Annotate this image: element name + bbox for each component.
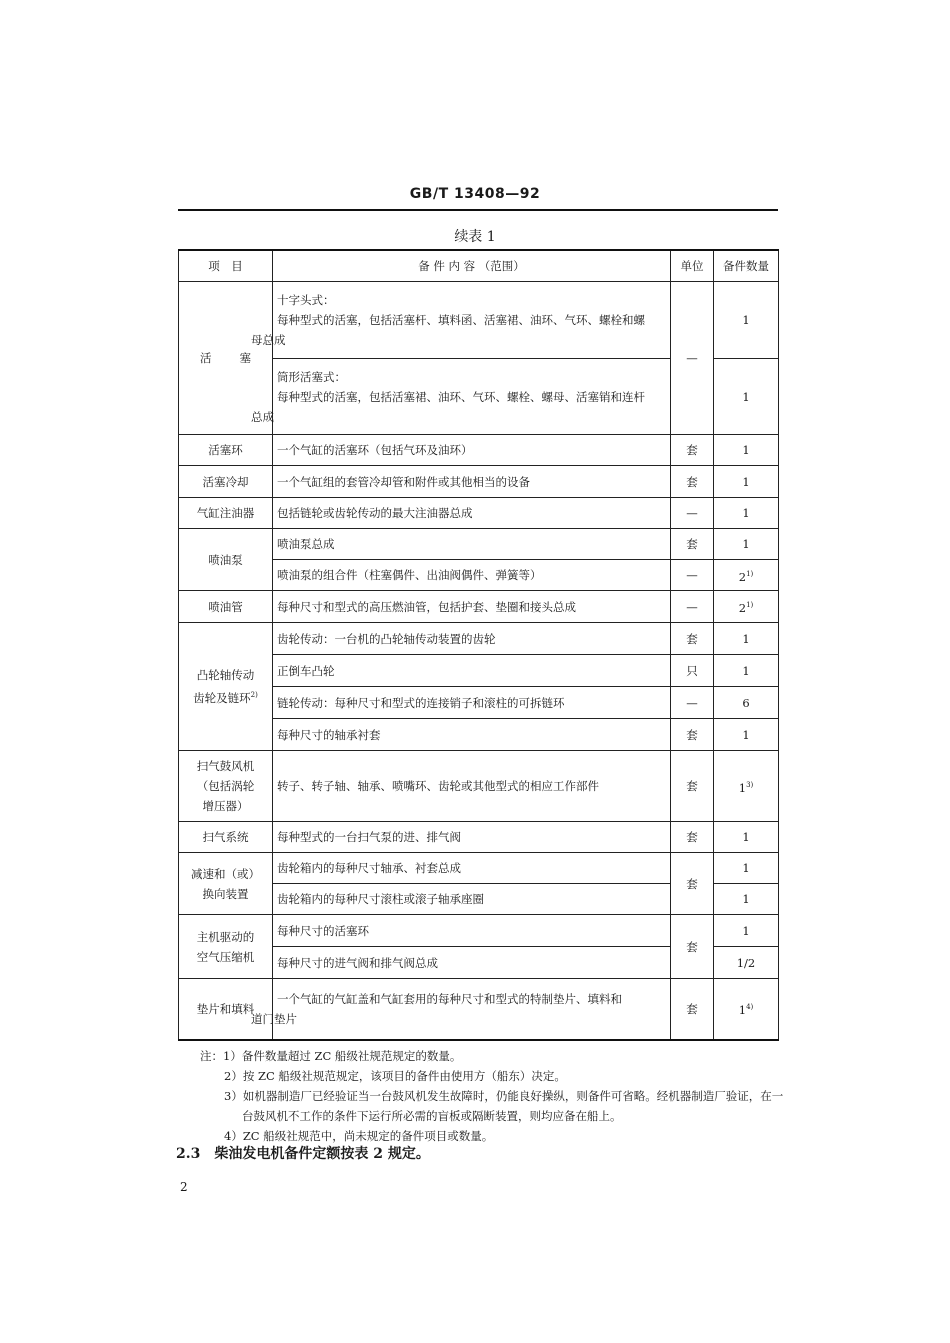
content-piston-trunk xyxy=(251,359,671,435)
content-line: 筒形活塞式： xyxy=(277,369,346,384)
note-2: 2）按 ZC 船级社规范规定，该项目的备件由使用方（船东）决定。 xyxy=(224,1069,566,1083)
content-gearbox-bearing: 齿轮箱内的每种尺寸轴承、衬套总成 xyxy=(273,853,671,884)
unit-piston-ring: 套 xyxy=(671,435,714,466)
table-row xyxy=(179,498,779,529)
item-line: 扫气鼓风机 xyxy=(196,759,255,773)
unit-injection-pump-assembly: 套 xyxy=(671,529,714,560)
content-piston-crosshead xyxy=(251,282,671,359)
table-row xyxy=(179,529,779,560)
item-line: 凸轮轴传动 xyxy=(196,668,255,682)
qty-value: 1 xyxy=(738,780,747,795)
qty-scavenge-blower xyxy=(714,751,779,822)
content-piston-cooling: 一个气缸组的套管冷却管和附件或其他相当的设备 xyxy=(273,466,671,498)
content-gaskets xyxy=(251,979,671,1040)
content-injection-pump-assembly: 喷油泵总成 xyxy=(273,529,671,560)
qty-piston-ring: 1 xyxy=(714,435,779,466)
qty-gaskets xyxy=(714,979,779,1040)
item-scavenge-blower xyxy=(179,751,273,822)
qty-scavenging-system: 1 xyxy=(714,822,779,853)
qty-value: 2 xyxy=(738,601,747,615)
content-compressor-piston-ring: 每种尺寸的活塞环 xyxy=(273,915,671,947)
item-piston-char-1: 活 xyxy=(200,351,212,365)
content-camshaft-gear: 齿轮传动：一台机的凸轮轴传动装置的齿轮 xyxy=(273,623,671,655)
item-line: 空气压缩机 xyxy=(196,949,255,964)
qty-piston-crosshead: 1 xyxy=(714,282,779,359)
qty-gearbox-roller-race: 1 xyxy=(714,884,779,915)
item-air-compressor xyxy=(179,915,273,979)
standard-code: GB/T 13408—92 xyxy=(409,186,541,202)
footnote-ref: 1) xyxy=(746,569,754,578)
item-line: 减速和（或） xyxy=(191,866,260,881)
footnote-ref: 1) xyxy=(746,601,754,609)
qty-injection-pipe xyxy=(714,591,779,623)
item-lubricator: 气缸注油器 xyxy=(179,498,273,529)
header-rule xyxy=(178,209,778,211)
item-injection-pipe: 喷油管 xyxy=(179,591,273,623)
note-1: 注：1）备件数量超过 ZC 船级社规范规定的数量。 xyxy=(200,1049,462,1063)
qty-compressor-piston-ring: 1 xyxy=(714,915,779,947)
column-header-content: 备 件 内 容 （范围） xyxy=(273,250,671,282)
table-row xyxy=(179,822,779,853)
content-compressor-valves: 每种尺寸的进气阀和排气阀总成 xyxy=(273,947,671,979)
table-row xyxy=(179,623,779,655)
unit-injection-pump-parts: — xyxy=(671,560,714,591)
table-row xyxy=(179,853,779,884)
content-line: 母总成 xyxy=(251,333,286,347)
item-line: 增压器） xyxy=(202,799,249,813)
qty-reversing-cam: 1 xyxy=(714,655,779,687)
table-row xyxy=(179,591,779,623)
table-header-row xyxy=(179,250,779,282)
qty-bearing-bush: 1 xyxy=(714,719,779,751)
qty-compressor-valves: 1/2 xyxy=(714,947,779,979)
table-row xyxy=(179,751,779,822)
footnote-ref: 3) xyxy=(746,780,754,789)
unit-lubricator: — xyxy=(671,498,714,529)
item-piston-char-2: 塞 xyxy=(239,351,251,365)
qty-lubricator: 1 xyxy=(714,498,779,529)
qty-chain-link: 6 xyxy=(714,687,779,719)
note-4: 4）ZC 船级社规范中，尚未规定的备件项目或数量。 xyxy=(224,1129,494,1143)
column-header-unit: 单位 xyxy=(671,250,714,282)
item-line: 换向装置 xyxy=(202,886,249,901)
unit-injection-pipe: — xyxy=(671,591,714,623)
content-gearbox-roller-race: 齿轮箱内的每种尺寸滚柱或滚子轴承座圈 xyxy=(273,884,671,915)
qty-camshaft-gear: 1 xyxy=(714,623,779,655)
unit-camshaft-gear: 套 xyxy=(671,623,714,655)
content-bearing-bush: 每种尺寸的轴承衬套 xyxy=(273,719,671,751)
qty-value: 1 xyxy=(738,1003,747,1018)
note-3: 3）如机器制造厂已经验证当一台鼓风机发生故障时，仍能良好操纵，则备件可省略。经机器制造厂验证，在一 xyxy=(224,1089,784,1103)
item-piston-cooling: 活塞冷却 xyxy=(179,466,273,498)
section-2-3: 2.3 柴油发电机备件定额按表 2 规定。 xyxy=(176,1146,430,1162)
content-line: 每种型式的活塞，包括活塞裙、油环、气环、螺栓、螺母、活塞销和连杆 xyxy=(277,389,645,404)
column-header-quantity: 备件数量 xyxy=(714,250,779,282)
table-row xyxy=(179,466,779,498)
item-scavenging-system: 扫气系统 xyxy=(179,822,273,853)
qty-piston-cooling: 1 xyxy=(714,466,779,498)
content-lubricator: 包括链轮或齿轮传动的最大注油器总成 xyxy=(273,498,671,529)
item-gaskets: 垫片和填料 xyxy=(179,979,273,1040)
item-camshaft-drive xyxy=(179,623,273,751)
item-line: 齿轮及链环 xyxy=(193,691,251,705)
column-header-item: 项 目 xyxy=(179,250,273,282)
note-3-continued: 台鼓风机不工作的条件下运行所必需的盲板或隔断装置，则均应备在船上。 xyxy=(242,1109,622,1123)
unit-piston-cooling: 套 xyxy=(671,466,714,498)
unit-gaskets: 套 xyxy=(671,979,714,1040)
content-piston-ring: 一个气缸的活塞环（包括气环及油环） xyxy=(273,435,671,466)
qty-value: 2 xyxy=(738,569,747,584)
qty-gearbox-bearing: 1 xyxy=(714,853,779,884)
unit-reversing-cam: 只 xyxy=(671,655,714,687)
qty-injection-pump-parts xyxy=(714,560,779,591)
qty-piston-trunk: 1 xyxy=(714,359,779,435)
unit-piston: — xyxy=(671,282,714,435)
item-piston-ring: 活塞环 xyxy=(179,435,273,466)
table-notes xyxy=(200,1046,790,1146)
item-reduction-gear xyxy=(179,853,273,915)
unit-scavenge-blower: 套 xyxy=(671,751,714,822)
content-injection-pump-parts: 喷油泵的组合件（柱塞偶件、出油阀偶件、弹簧等） xyxy=(273,560,671,591)
content-chain-link: 链轮传动：每种尺寸和型式的连接销子和滚柱的可拆链环 xyxy=(273,687,671,719)
content-line: 总成 xyxy=(251,409,274,424)
table-row xyxy=(179,282,779,359)
table-row xyxy=(179,915,779,947)
page-number: 2 xyxy=(180,1180,188,1194)
table-row xyxy=(179,979,779,1040)
content-scavenging-system: 每种型式的一台扫气泵的进、排气阀 xyxy=(273,822,671,853)
content-injection-pipe: 每种尺寸和型式的高压燃油管，包括护套、垫圈和接头总成 xyxy=(273,591,671,623)
table-row xyxy=(179,435,779,466)
unit-air-compressor: 套 xyxy=(671,915,714,979)
unit-bearing-bush: 套 xyxy=(671,719,714,751)
content-line: 一个气缸的气缸盖和气缸套用的每种尺寸和型式的特制垫片、填料和 xyxy=(277,991,622,1006)
item-injection-pump: 喷油泵 xyxy=(179,529,273,591)
item-line: 主机驱动的 xyxy=(196,929,255,944)
unit-chain-link: — xyxy=(671,687,714,719)
item-line: （包括涡轮 xyxy=(196,779,255,793)
qty-injection-pump-assembly: 1 xyxy=(714,529,779,560)
footnote-ref: 4) xyxy=(746,1003,754,1012)
spare-parts-table xyxy=(178,249,779,1041)
unit-scavenging-system: 套 xyxy=(671,822,714,853)
content-line: 每种型式的活塞，包括活塞杆、填料函、活塞裙、油环、气环、螺栓和螺 xyxy=(277,313,645,327)
table-caption: 续表 1 xyxy=(454,229,496,245)
footnote-ref: 2) xyxy=(250,691,258,699)
content-reversing-cam: 正倒车凸轮 xyxy=(273,655,671,687)
content-scavenge-blower: 转子、转子轴、轴承、喷嘴环、齿轮或其他型式的相应工作部件 xyxy=(273,751,671,822)
content-line: 道门垫片 xyxy=(251,1011,297,1026)
content-line: 十字头式： xyxy=(277,293,335,307)
unit-reduction-gear: 套 xyxy=(671,853,714,915)
